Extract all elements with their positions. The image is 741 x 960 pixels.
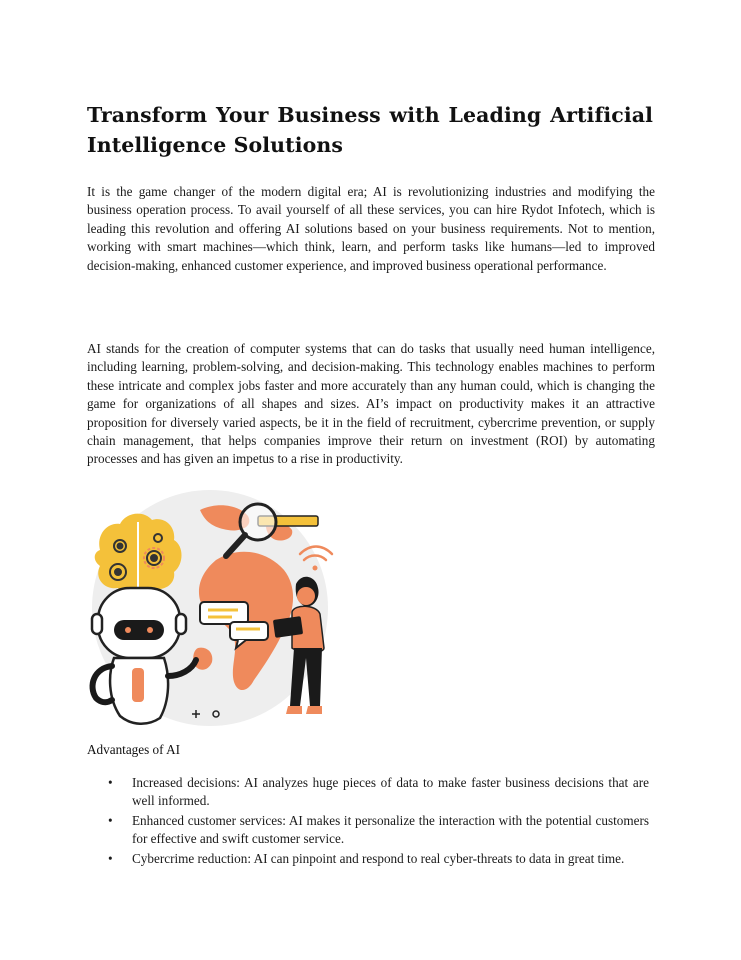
list-item bbox=[87, 850, 655, 868]
ai-illustration bbox=[88, 480, 338, 728]
list-item bbox=[87, 812, 655, 849]
bullet-icon: • bbox=[108, 812, 113, 828]
advantage-text: Cybercrime reduction: AI can pinpoint and respond to real cyber-threats to data in great time. bbox=[132, 850, 625, 866]
advantage-text: Increased decisions: AI analyzes huge pieces of data to make faster business decisions that are well informed. bbox=[132, 775, 649, 809]
bullet-icon: • bbox=[108, 775, 113, 790]
intro-paragraph: It is the game changer of the modern digital era; AI is revolutionizing industries and modifying the business operation process. To avail yourself of all these services, you can hire Rydot Infotech, which is leading this revolution and offering AI solutions based on your business requirements. Not to mention, working with smart machines—which think, learn, and perform tasks like humans—led to improved decision-making, enhanced customer experience, and improved business operational performance. bbox=[87, 184, 655, 273]
advantages-list bbox=[87, 774, 655, 869]
ai-definition-paragraph: AI stands for the creation of computer systems that can do tasks that usually need human intelligence, including learning, problem-solving, and decision-making. This technology enables machines to perform these intricate and complex jobs faster and more accurately than any human could, which is changing the game for organizations of all shapes and sizes. AI’s impact on productivity makes it an attractive proposition for diversely varied aspects, be it in the field of recruitment, cybercrime prevention, or supply chain management, that helps companies improve their return on investment (ROI) by automating processes and has given an impetus to a rise in productivity. bbox=[87, 341, 655, 467]
advantages-heading: Advantages of AI bbox=[87, 742, 181, 757]
list-item bbox=[87, 774, 655, 811]
advantage-text: Enhanced customer services: AI makes it personalize the interaction with the potential customers for effective and swift customer service. bbox=[132, 812, 649, 847]
page-title: Transform Your Business with Leading Artificial Intelligence Solutions bbox=[87, 103, 653, 157]
bullet-icon: • bbox=[108, 850, 113, 866]
